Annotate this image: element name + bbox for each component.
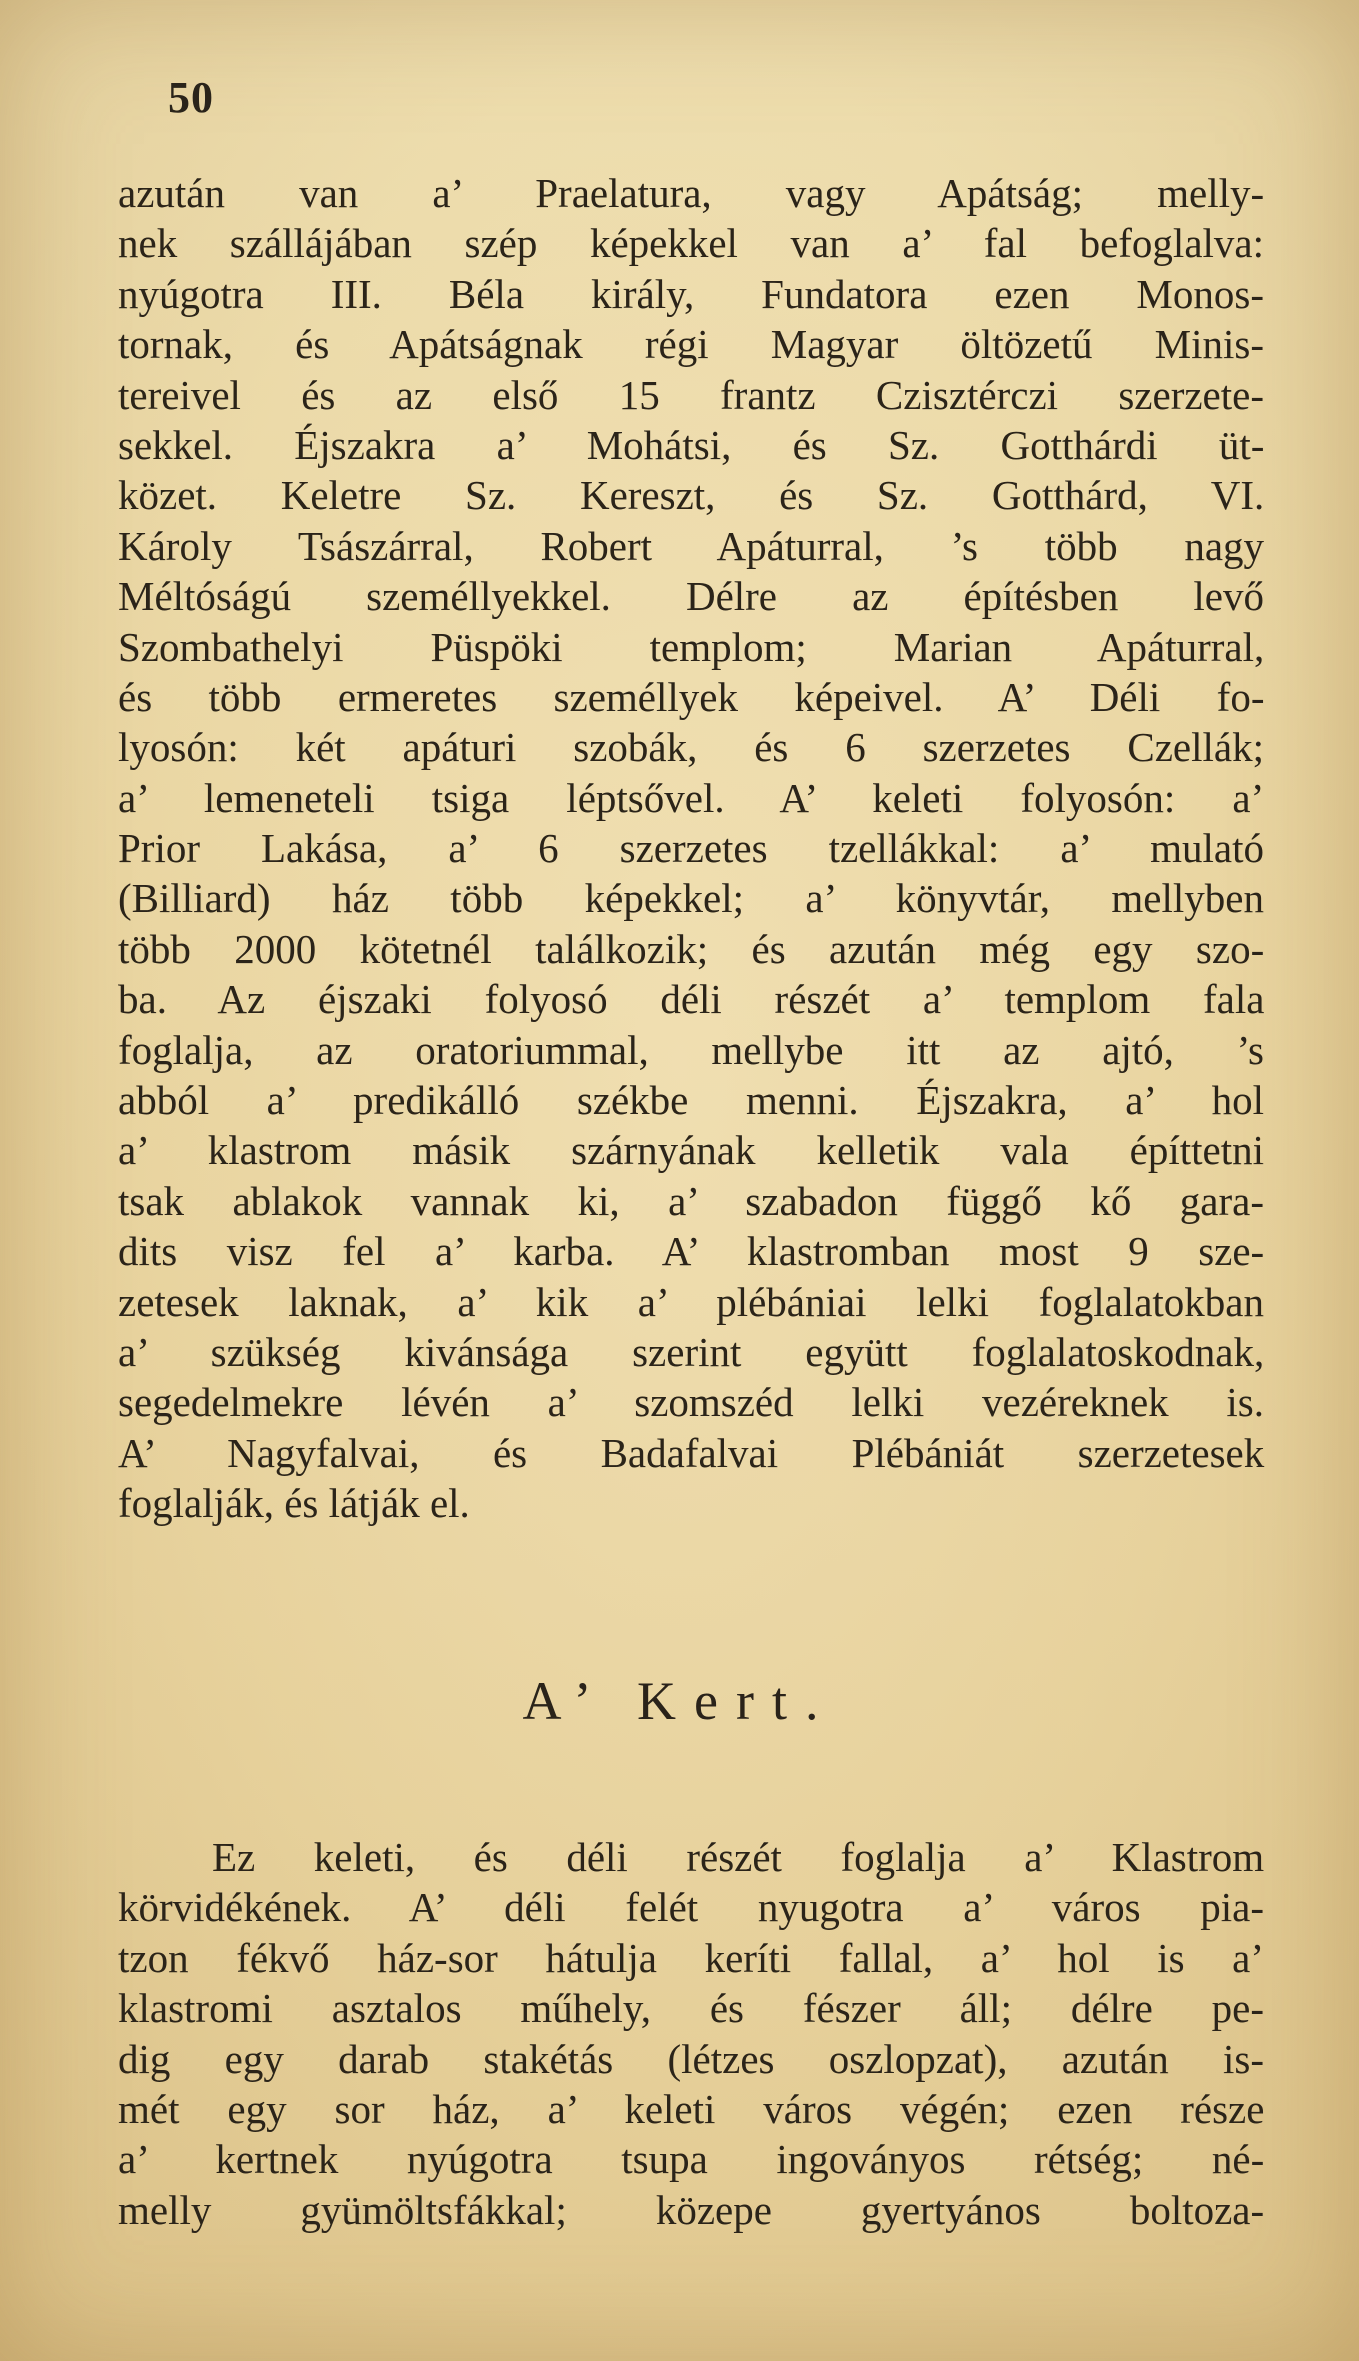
text-line: mét egy sor ház, a’ keleti város végén; ezen része bbox=[118, 2085, 1265, 2132]
text-line: a’ klastrom másik szárnyának kelletik vala építtetni bbox=[118, 1127, 1264, 1174]
text-line: közet. Keletre Sz. Kereszt, és Sz. Gotthárd, VI. bbox=[118, 472, 1265, 519]
text-line: abból a’ predikálló székbe menni. Éjszakra, a’ hol bbox=[118, 1077, 1264, 1124]
text-line: foglalja, az oratoriummal, mellybe itt az ajtó, ’s bbox=[118, 1026, 1264, 1073]
paragraph-2 bbox=[118, 1832, 1264, 2235]
text-line: tornak, és Apátságnak régi Magyar öltözetű Minis- bbox=[118, 321, 1264, 368]
text-line: Károly Tsászárral, Robert Apáturral, ’s több nagy bbox=[118, 522, 1265, 569]
text-line: Ez keleti, és déli részét foglalja a’ Klastrom bbox=[212, 1834, 1265, 1880]
text-line: nyúgotra III. Béla király, Fundatora ezen Monos- bbox=[118, 270, 1264, 317]
text-line: melly gyümöltsfákkal; közepe gyertyános boltoza- bbox=[118, 2186, 1265, 2233]
text-line: tereivel és az első 15 frantz Czisztérczi szerzete- bbox=[118, 371, 1264, 418]
text-line: azután van a’ Praelatura, vagy Apátság; melly- bbox=[118, 170, 1265, 216]
text-line: dits visz fel a’ karba. A’ klastromban most 9 sze- bbox=[118, 1228, 1265, 1275]
text-line: tsak ablakok vannak ki, a’ szabadon függő kő gara- bbox=[118, 1177, 1264, 1224]
text-line: Szombathelyi Püspöki templom; Marian Apáturral, bbox=[118, 623, 1265, 670]
text-line: lyosón: két apáturi szobák, és 6 szerzetes Czellák; bbox=[118, 724, 1264, 771]
text-line: Prior Lakása, a’ 6 szerzetes tzellákkal: a’ mulató bbox=[118, 825, 1264, 872]
text-line: tzon fékvő ház-sor hátulja keríti fallal, a’ hol is a’ bbox=[118, 1934, 1264, 1981]
text-line: több 2000 kötetnél találkozik; és azután még egy szo- bbox=[118, 925, 1265, 972]
text-line: nek szállájában szép képekkel van a’ fal befoglalva: bbox=[118, 220, 1264, 267]
page-number: 50 bbox=[168, 73, 214, 122]
text-line: (Billiard) ház több képekkel; a’ könyvtár, mellyben bbox=[118, 875, 1264, 922]
text-line: A’ Nagyfalvai, és Badafalvai Plébániát szerzetesek bbox=[118, 1429, 1265, 1476]
text-line: körvidékének. A’ déli felét nyugotra a’ város pia- bbox=[118, 1884, 1264, 1931]
text-line: zetesek laknak, a’ kik a’ plébániai lelki foglalatokban bbox=[118, 1278, 1264, 1325]
text-line: foglalják, és látják el. bbox=[118, 1480, 470, 1527]
text-line: dig egy darab stakétás (létzes oszlopzat), azután is- bbox=[118, 2035, 1264, 2082]
text-line: segedelmekre lévén a’ szomszéd lelki vezéreknek is. bbox=[118, 1379, 1264, 1426]
text-line: klastromi asztalos műhely, és fészer áll; délre pe- bbox=[118, 1985, 1264, 2032]
text-line: a’ lemeneteli tsiga léptsővel. A’ keleti folyosón: a’ bbox=[118, 774, 1265, 821]
text-line: Méltóságú személlyekkel. Délre az építésben levő bbox=[118, 573, 1264, 620]
text-line: sekkel. Éjszakra a’ Mohátsi, és Sz. Gotthárdi üt- bbox=[118, 421, 1265, 468]
text-line: a’ kertnek nyúgotra tsupa ingoványos rétség; né- bbox=[118, 2136, 1265, 2183]
paragraph-1 bbox=[118, 168, 1264, 1529]
section-heading: A’ Kert. bbox=[522, 1671, 837, 1731]
text-line: ba. Az éjszaki folyosó déli részét a’ templom fala bbox=[118, 976, 1265, 1023]
text-line: és több ermeretes személlyek képeivel. A’ Déli fo- bbox=[118, 673, 1265, 720]
text-line: a’ szükség kivánsága szerint együtt foglalatoskodnak, bbox=[118, 1328, 1265, 1375]
